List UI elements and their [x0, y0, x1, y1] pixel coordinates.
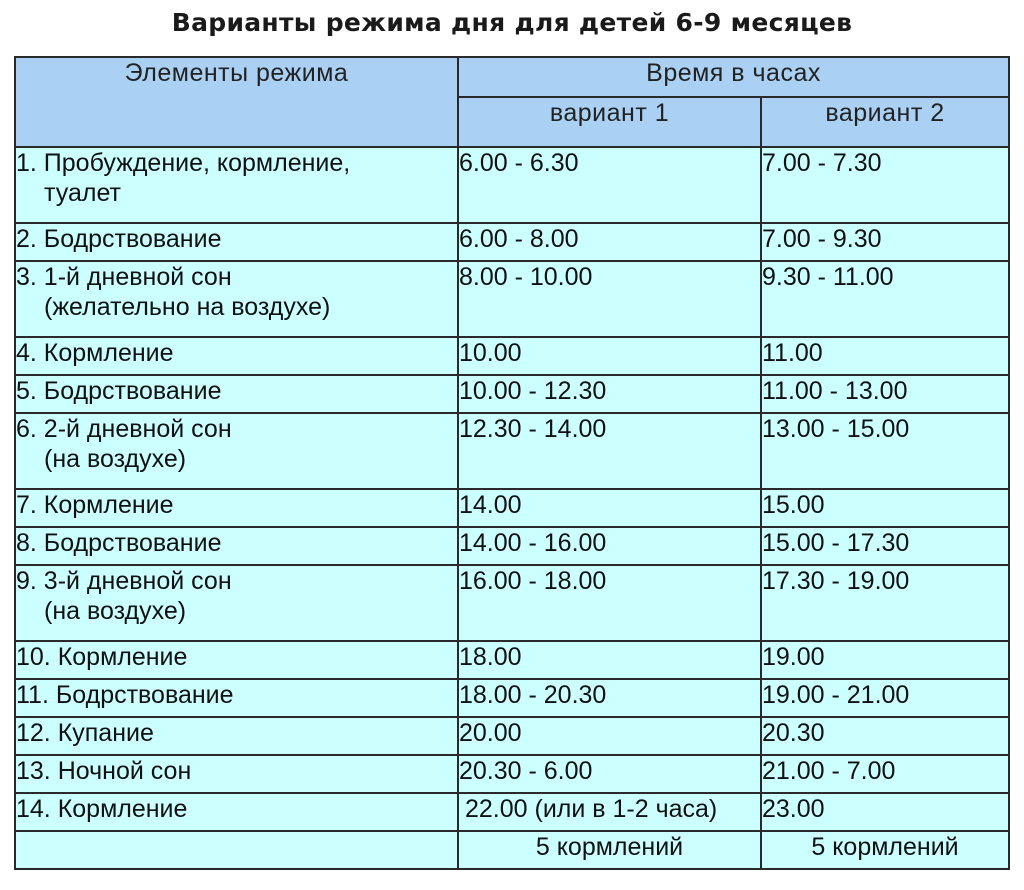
row-time-variant-1: 10.00 - 12.30 — [458, 375, 761, 413]
table-row — [15, 375, 1009, 413]
row-time-variant-1: 22.00 (или в 1-2 часа) — [458, 793, 761, 831]
row-time-variant-2: 17.30 - 19.00 — [761, 565, 1009, 641]
row-element-line-1: 4. Кормление — [16, 339, 174, 367]
row-element-line-1: 2. Бодрствование — [16, 225, 222, 253]
table-row — [15, 261, 1009, 337]
row-time-variant-2: 15.00 - 17.30 — [761, 527, 1009, 565]
row-time-variant-1: 20.00 — [458, 717, 761, 755]
row-time-variant-1: 14.00 - 16.00 — [458, 527, 761, 565]
row-element-name — [15, 337, 458, 375]
row-element-line-1: 7. Кормление — [16, 491, 174, 519]
row-element-line-1: 13. Ночной сон — [16, 757, 192, 785]
row-time-variant-2: 13.00 - 15.00 — [761, 413, 1009, 489]
row-element-line-1: 5. Бодрствование — [16, 377, 222, 405]
table-row — [15, 223, 1009, 261]
table-row — [15, 565, 1009, 641]
row-element-name — [15, 489, 458, 527]
table-row — [15, 527, 1009, 565]
row-time-variant-1: 6.00 - 6.30 — [458, 147, 761, 223]
row-time-variant-2: 20.30 — [761, 717, 1009, 755]
row-time-variant-1: 18.00 — [458, 641, 761, 679]
schedule-table — [14, 56, 1010, 870]
row-time-variant-1: 20.30 - 6.00 — [458, 755, 761, 793]
row-element-name — [15, 565, 458, 641]
table-row — [15, 679, 1009, 717]
row-time-variant-2: 21.00 - 7.00 — [761, 755, 1009, 793]
table-row — [15, 489, 1009, 527]
row-element-name — [15, 261, 458, 337]
row-element-line-2: (на воздухе) — [44, 445, 187, 473]
row-element-line-1: 10. Кормление — [16, 643, 188, 671]
row-time-variant-2: 19.00 — [761, 641, 1009, 679]
row-element-name — [15, 223, 458, 261]
totals-variant-2: 5 кормлений — [761, 831, 1009, 869]
totals-empty-cell — [15, 831, 458, 869]
schedule-body — [15, 147, 1009, 869]
row-time-variant-2: 9.30 - 11.00 — [761, 261, 1009, 337]
table-row — [15, 793, 1009, 831]
row-element-name — [15, 793, 458, 831]
row-time-variant-2: 11.00 — [761, 337, 1009, 375]
row-element-name — [15, 375, 458, 413]
row-time-variant-1: 8.00 - 10.00 — [458, 261, 761, 337]
row-element-name — [15, 755, 458, 793]
row-element-line-1: 3. 1-й дневной сон — [16, 263, 232, 291]
header-time: Время в часах — [458, 57, 1009, 97]
table-row — [15, 717, 1009, 755]
row-time-variant-2: 15.00 — [761, 489, 1009, 527]
row-element-line-1: 9. 3-й дневной сон — [16, 567, 232, 595]
table-row — [15, 337, 1009, 375]
row-element-line-2: туалет — [44, 179, 121, 207]
row-element-name — [15, 527, 458, 565]
row-time-variant-2: 19.00 - 21.00 — [761, 679, 1009, 717]
header-elements: Элементы режима — [15, 57, 458, 147]
row-time-variant-1: 6.00 - 8.00 — [458, 223, 761, 261]
row-element-line-2: (на воздухе) — [44, 597, 187, 625]
row-element-line-2: (желательно на воздухе) — [44, 293, 331, 321]
totals-row — [15, 831, 1009, 869]
row-element-line-1: 8. Бодрствование — [16, 529, 222, 557]
row-element-name — [15, 679, 458, 717]
row-element-line-1: 14. Кормление — [16, 795, 188, 823]
row-element-name — [15, 413, 458, 489]
row-element-name — [15, 147, 458, 223]
row-time-variant-1: 12.30 - 14.00 — [458, 413, 761, 489]
row-time-variant-2: 23.00 — [761, 793, 1009, 831]
row-time-variant-1: 16.00 - 18.00 — [458, 565, 761, 641]
row-element-line-1: 1. Пробуждение, кормление, — [16, 149, 351, 177]
row-time-variant-1: 14.00 — [458, 489, 761, 527]
row-time-variant-1: 10.00 — [458, 337, 761, 375]
table-row — [15, 413, 1009, 489]
totals-variant-1: 5 кормлений — [458, 831, 761, 869]
row-time-variant-2: 11.00 - 13.00 — [761, 375, 1009, 413]
table-row — [15, 755, 1009, 793]
header-variant-2: вариант 2 — [761, 97, 1009, 147]
header-variant-1: вариант 1 — [458, 97, 761, 147]
row-element-line-1: 11. Бодрствование — [16, 681, 234, 709]
page-title: Варианты режима дня для детей 6-9 месяцев — [171, 8, 853, 37]
table-row — [15, 147, 1009, 223]
row-element-name — [15, 717, 458, 755]
row-time-variant-1: 18.00 - 20.30 — [458, 679, 761, 717]
row-element-name — [15, 641, 458, 679]
row-element-line-1: 12. Купание — [16, 719, 154, 747]
row-time-variant-2: 7.00 - 9.30 — [761, 223, 1009, 261]
row-time-variant-2: 7.00 - 7.30 — [761, 147, 1009, 223]
table-row — [15, 641, 1009, 679]
row-element-line-1: 6. 2-й дневной сон — [16, 415, 232, 443]
